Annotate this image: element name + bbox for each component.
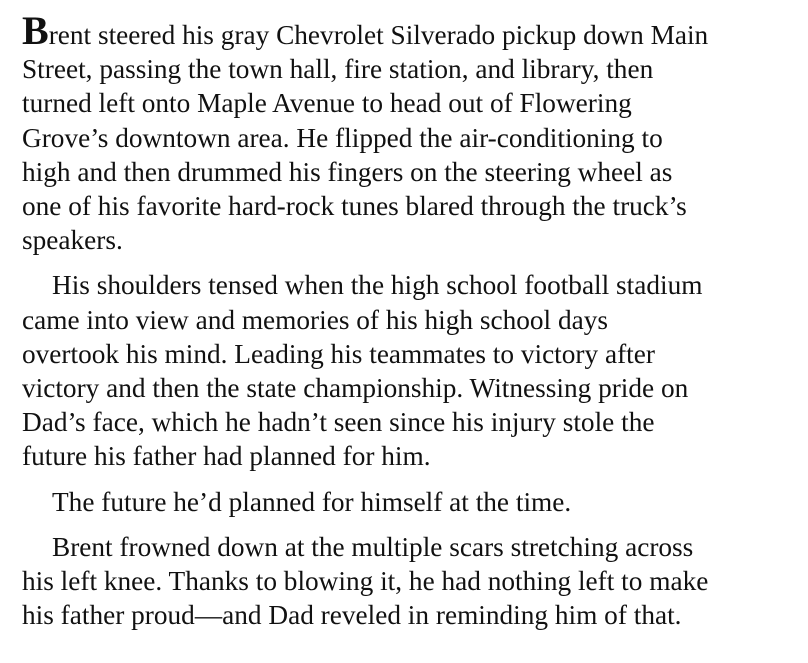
paragraph-4 <box>22 530 788 633</box>
text-line: his left knee. Thanks to blowing it, he had nothing left to make <box>22 566 709 597</box>
text-line: high and then drummed his fingers on the steering wheel as <box>22 156 673 187</box>
paragraph-3 <box>22 485 788 519</box>
text-line <box>22 8 788 53</box>
text-line: came into view and memories of his high school days <box>22 304 609 335</box>
text-line-content: rent steered his gray Chevrolet Silverado pickup down Main <box>48 20 709 50</box>
text-line: overtook his mind. Leading his teammates to victory after <box>22 338 655 369</box>
text-line: his father proud—and Dad reveled in reminding him of that. <box>22 600 682 631</box>
text-line: Dad’s face, which he hadn’t seen since his injury stole the <box>22 407 655 438</box>
text-line: speakers. <box>22 225 123 256</box>
text-line: Brent frowned down at the multiple scars stretching across <box>52 531 694 562</box>
text-line: His shoulders tensed when the high school football stadium <box>52 270 703 301</box>
text-line: future his father had planned for him. <box>22 441 431 472</box>
text-line: one of his favorite hard-rock tunes blared through the truck’s <box>22 191 687 222</box>
text-line: Street, passing the town hall, fire station, and library, then <box>22 54 654 85</box>
text-line: turned left onto Maple Avenue to head out of Flowering <box>22 88 632 119</box>
drop-cap: B <box>22 8 49 53</box>
paragraph-1 <box>22 8 788 257</box>
text-line: Grove’s downtown area. He flipped the air-conditioning to <box>22 122 663 153</box>
paragraph-2 <box>22 268 788 473</box>
text-line: victory and then the state championship. Witnessing pride on <box>22 373 689 404</box>
text-line: The future he’d planned for himself at the time. <box>52 486 572 517</box>
